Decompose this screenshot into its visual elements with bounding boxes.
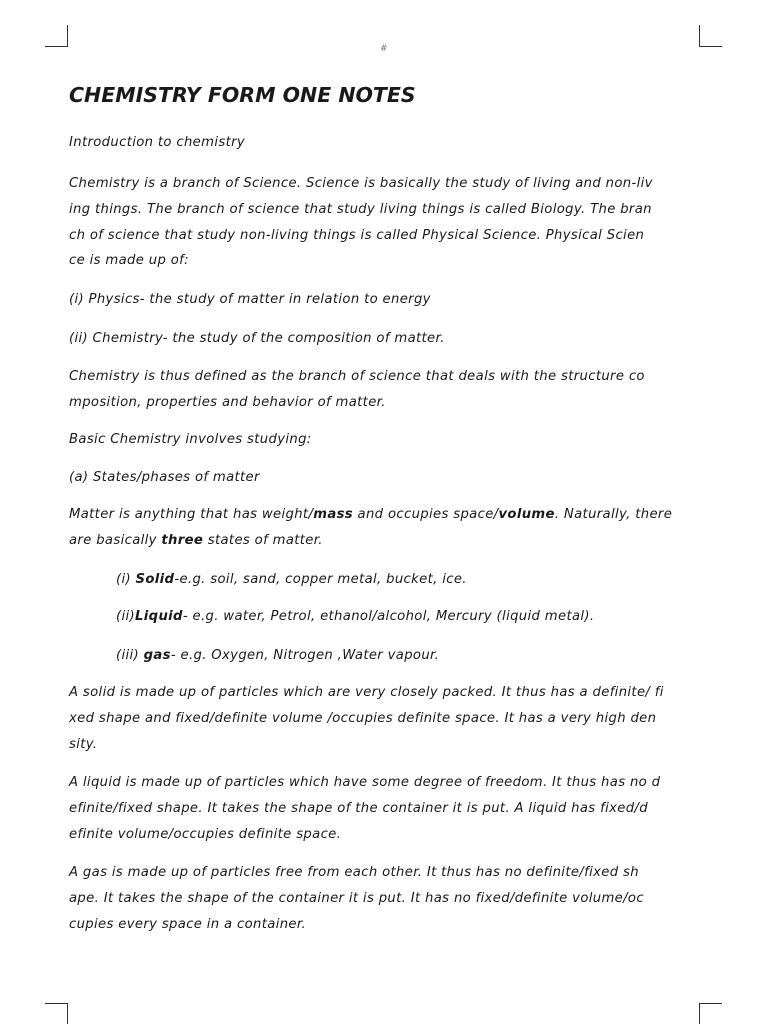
state-item-liquid — [116, 604, 699, 630]
section-heading-states: (a) States/phases of matter — [69, 470, 260, 485]
keyword-volume: volume — [498, 507, 555, 522]
text-fragment: Matter is anything that has weight/ — [69, 507, 314, 522]
paragraph-intro — [69, 171, 699, 274]
crop-mark-top-left — [45, 46, 68, 47]
paragraph-solid — [69, 680, 699, 757]
text-line: A liquid is made up of particles which have some degree of freedom. It thus has no d — [69, 775, 661, 790]
text-line: Chemistry is thus defined as the branch of science that deals with the structure co — [69, 369, 645, 384]
keyword-mass: mass — [313, 507, 353, 522]
keyword-liquid: Liquid — [135, 609, 183, 624]
crop-mark-bottom-left — [45, 1003, 68, 1004]
paragraph-gas — [69, 860, 699, 937]
item-prefix: (ii) — [116, 609, 136, 624]
page-title: CHEMISTRY FORM ONE NOTES — [69, 83, 416, 107]
crop-mark-top-right — [699, 46, 722, 47]
text-line: ape. It takes the shape of the container it is put. It has no fixed/definite volume/oc — [69, 890, 644, 906]
list-item-chemistry: (ii) Chemistry- the study of the composition of matter. — [69, 331, 445, 346]
document-body — [69, 82, 699, 932]
state-item-solid — [116, 567, 699, 593]
text-line: Chemistry is a branch of Science. Science is basically the study of living and non-liv — [69, 176, 653, 191]
text-line: A gas is made up of particles free from each other. It thus has no definite/fixed sh — [69, 865, 639, 880]
keyword-three: three — [161, 532, 204, 548]
item-text: - e.g. water, Petrol, ethanol/alcohol, Mercury (liquid metal). — [182, 609, 595, 624]
page-marker: # — [380, 44, 388, 54]
text-line: efinite/fixed shape. It takes the shape of the container it is put. A liquid has fixed/d — [69, 800, 648, 816]
item-prefix: (i) — [116, 572, 136, 587]
keyword-gas: gas — [143, 648, 171, 663]
list-item-physics: (i) Physics- the study of matter in relation to energy — [69, 292, 431, 307]
text-fragment: are basically — [69, 532, 162, 548]
item-text: -e.g. soil, sand, copper metal, bucket, ice. — [174, 572, 467, 587]
crop-mark-bottom-left — [67, 1003, 68, 1024]
text-line — [69, 528, 699, 554]
text-line: mposition, properties and behavior of matter. — [69, 394, 386, 410]
keyword-solid: Solid — [135, 572, 175, 587]
text-line: xed shape and fixed/definite volume /occupies definite space. It has a very high den — [69, 710, 657, 726]
paragraph-definition — [69, 364, 699, 416]
crop-mark-top-left — [67, 25, 68, 47]
text-line: cupies every space in a container. — [69, 916, 307, 932]
text-line: ing things. The branch of science that study living things is called Biology. The bran — [69, 201, 652, 217]
text-line: efinite volume/occupies definite space. — [69, 826, 342, 842]
text-line: sity. — [69, 736, 98, 752]
item-text: - e.g. Oxygen, Nitrogen ,Water vapour. — [170, 648, 440, 663]
text-line: ch of science that study non-living things is called Physical Science. Physical Scien — [69, 227, 645, 243]
text-fragment: . Naturally, there — [554, 507, 673, 522]
intro-heading: Introduction to chemistry — [69, 135, 246, 150]
text-fragment: states of matter. — [203, 532, 323, 548]
text-line: ce is made up of: — [69, 253, 189, 269]
paragraph-liquid — [69, 770, 699, 847]
text-fragment: and occupies space/ — [353, 507, 499, 522]
item-prefix: (iii) — [116, 648, 144, 663]
crop-mark-bottom-right — [699, 1003, 700, 1024]
basic-chemistry-line: Basic Chemistry involves studying: — [69, 432, 312, 447]
crop-mark-top-right — [699, 25, 700, 47]
text-line — [69, 502, 699, 528]
crop-mark-bottom-right — [699, 1003, 722, 1004]
text-line: A solid is made up of particles which are very closely packed. It thus has a definite/ fi — [69, 685, 664, 700]
paragraph-matter — [69, 502, 699, 554]
state-item-gas — [116, 643, 699, 669]
